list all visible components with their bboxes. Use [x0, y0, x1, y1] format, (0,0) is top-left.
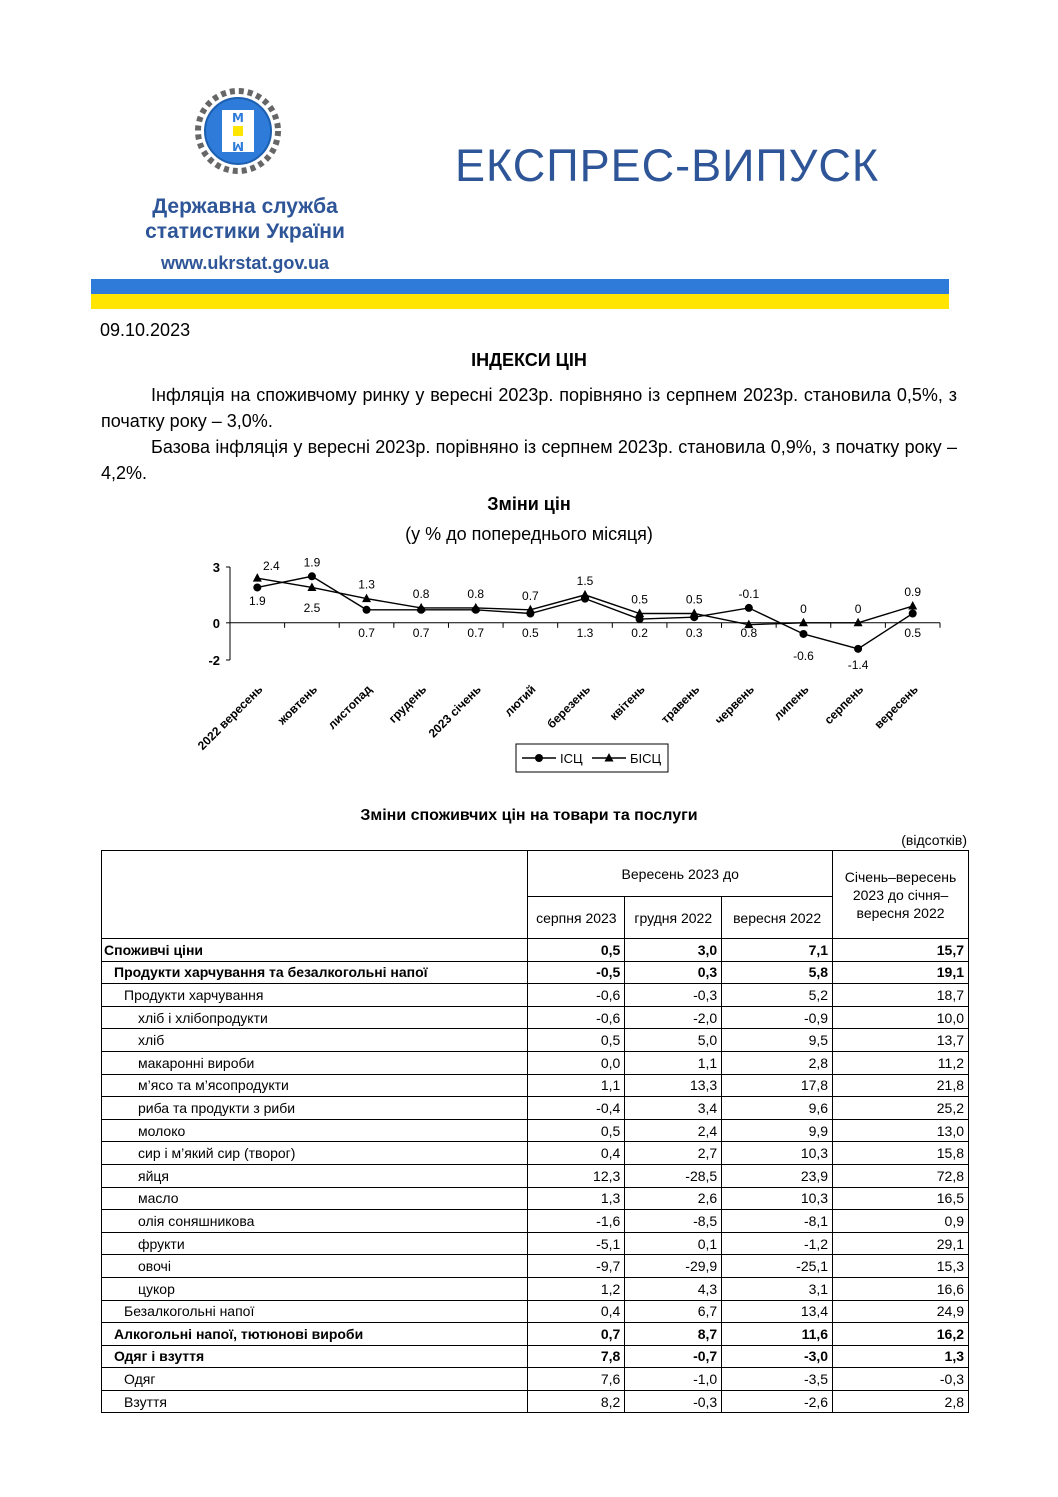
row-label: Споживчі ціни	[102, 939, 528, 962]
row-value: 5,2	[722, 984, 833, 1007]
row-value: -0,4	[528, 1097, 625, 1120]
row-value: 0,4	[528, 1300, 625, 1323]
legend-marker-isc	[535, 754, 543, 762]
logo-letter-top: М	[232, 111, 244, 125]
row-value: 13,3	[625, 1074, 722, 1097]
row-label: хліб	[102, 1029, 528, 1052]
x-tick-label: червень	[712, 682, 757, 728]
isc-data-label: 2.5	[303, 601, 321, 615]
table-header-col-3: вересня 2022	[722, 897, 833, 939]
row-value: 19,1	[833, 961, 969, 984]
row-value: -0,3	[625, 984, 722, 1007]
bisc-data-label: 0.7	[522, 588, 539, 603]
row-value: 4,3	[625, 1277, 722, 1300]
x-tick-label: вересень	[871, 682, 921, 732]
isc-data-label: 0.7	[467, 626, 485, 640]
row-value: -3,0	[722, 1345, 833, 1368]
row-value: -0,6	[528, 984, 625, 1007]
row-value: 1,3	[833, 1345, 969, 1368]
row-label: фрукти	[102, 1232, 528, 1255]
row-value: 3,0	[625, 939, 722, 962]
x-tick-label: листопад	[324, 682, 375, 732]
table-row	[102, 1006, 969, 1029]
row-value: 2,8	[722, 1051, 833, 1074]
row-value: -0,3	[625, 1390, 722, 1413]
table-row	[102, 1187, 969, 1210]
chart-labels	[195, 555, 921, 752]
table-row	[102, 1390, 969, 1413]
bisc-data-label: 2.4	[262, 559, 280, 573]
row-value: -0,6	[528, 1006, 625, 1029]
x-tick-label: жовтень	[274, 682, 321, 728]
bisc-data-label: 1.3	[358, 577, 375, 592]
row-value: 15,7	[833, 939, 969, 962]
row-value: 72,8	[833, 1164, 969, 1187]
row-label: Безалкогольні напої	[102, 1300, 528, 1323]
row-value: 0,1	[625, 1232, 722, 1255]
table-row	[102, 939, 969, 962]
isc-point	[745, 604, 753, 612]
isc-point	[253, 583, 261, 591]
section-title: ІНДЕКСИ ЦІН	[471, 350, 587, 370]
row-value: 11,6	[722, 1323, 833, 1346]
row-label: Продукти харчування	[102, 984, 528, 1007]
row-value: -28,5	[625, 1164, 722, 1187]
x-tick-label: 2022 вересень	[194, 682, 266, 753]
ukrstat-logo	[195, 88, 281, 174]
table-row	[102, 961, 969, 984]
table-body	[102, 939, 969, 1413]
flag-stripe-yellow	[91, 294, 949, 309]
x-tick-label: 2023 січень	[425, 682, 484, 741]
chart-subtitle: (у % до попереднього місяця)	[405, 524, 653, 544]
x-tick-label: травень	[658, 682, 703, 727]
row-value: 12,3	[528, 1164, 625, 1187]
isc-data-label: 0.5	[904, 626, 922, 640]
bisc-data-label: 0.9	[904, 585, 922, 600]
org-name	[110, 194, 380, 244]
row-value: 2,4	[625, 1119, 722, 1142]
row-value: 18,7	[833, 984, 969, 1007]
row-label: молоко	[102, 1119, 528, 1142]
table-header-col-1: серпня 2023	[528, 897, 625, 939]
row-value: 1,2	[528, 1277, 625, 1300]
table-row	[102, 1051, 969, 1074]
row-value: -9,7	[528, 1255, 625, 1278]
row-label: цукор	[102, 1277, 528, 1300]
x-tick-label: квітень	[606, 682, 648, 724]
isc-data-label: 0.7	[412, 626, 430, 640]
row-label: масло	[102, 1187, 528, 1210]
row-value: 15,8	[833, 1142, 969, 1165]
row-label: Взуття	[102, 1390, 528, 1413]
row-value: 8,2	[528, 1390, 625, 1413]
row-value: -1,6	[528, 1210, 625, 1233]
bisc-data-label: 0.5	[631, 592, 648, 607]
chart-legend	[516, 744, 668, 772]
row-value: -0,7	[625, 1345, 722, 1368]
table-row	[102, 1277, 969, 1300]
row-value: 13,0	[833, 1119, 969, 1142]
row-value: -8,1	[722, 1210, 833, 1233]
table-row	[102, 1164, 969, 1187]
isc-data-label: 1.9	[248, 594, 266, 608]
row-value: 21,8	[833, 1074, 969, 1097]
x-tick-label: серпень	[821, 682, 867, 727]
bisc-point	[799, 618, 808, 627]
y-tick-label: 3	[212, 560, 220, 575]
row-value: 10,0	[833, 1006, 969, 1029]
bisc-data-label: -0.1	[738, 586, 760, 601]
isc-data-label: -0.6	[793, 649, 814, 663]
bisc-data-label: 0.8	[412, 586, 430, 601]
row-value: 13,4	[722, 1300, 833, 1323]
table-row	[102, 1074, 969, 1097]
table-row	[102, 1255, 969, 1278]
row-value: 10,3	[722, 1142, 833, 1165]
row-value: 2,6	[625, 1187, 722, 1210]
row-value: 0,9	[833, 1210, 969, 1233]
row-value: 7,1	[722, 939, 833, 962]
row-value: -3,5	[722, 1368, 833, 1391]
isc-data-label: 0.3	[685, 626, 703, 640]
core-inflation-paragraph: Базова інфляція у вересні 2023р. порівняно із серпнем 2023р. становила 0,9%, з початку року – 4,2%.	[101, 437, 957, 483]
row-value: 11,2	[833, 1051, 969, 1074]
bisc-point	[908, 601, 917, 610]
bisc-point	[471, 603, 480, 612]
isc-data-label: 0.2	[631, 626, 648, 640]
isc-data-label: 0.7	[358, 626, 375, 640]
row-value: 1,1	[625, 1051, 722, 1074]
row-value: 25,2	[833, 1097, 969, 1120]
bisc-point	[253, 573, 262, 582]
row-label: сир і м’який сир (творог)	[102, 1142, 528, 1165]
org-name-line2: статистики України	[145, 220, 345, 243]
release-date: 09.10.2023	[100, 320, 191, 340]
row-value: 10,3	[722, 1187, 833, 1210]
unit-note: (відсотків)	[901, 832, 967, 848]
row-label: м’ясо та м’ясопродукти	[102, 1074, 528, 1097]
x-tick-label: грудень	[385, 682, 430, 726]
row-value: 15,3	[833, 1255, 969, 1278]
isc-point	[308, 572, 316, 580]
row-value: 13,7	[833, 1029, 969, 1052]
legend-label-isc: ІСЦ	[560, 751, 583, 766]
table-header-blank	[102, 851, 528, 939]
table-row	[102, 1210, 969, 1233]
inflation-paragraph: Інфляція на споживчому ринку у вересні 2023р. порівняно із серпнем 2023р. становила 0,5%, з початку року – 3,0%.	[101, 385, 957, 431]
row-value: -2,6	[722, 1390, 833, 1413]
table-title: Зміни споживчих цін на товари та послуги	[360, 807, 698, 824]
row-value: 1,3	[528, 1187, 625, 1210]
table-row	[102, 1029, 969, 1052]
row-value: 3,1	[722, 1277, 833, 1300]
row-value: 16,6	[833, 1277, 969, 1300]
publication-title: ЕКСПРЕС-ВИПУСК	[455, 140, 880, 191]
row-label: Одяг і взуття	[102, 1345, 528, 1368]
row-value: 0,5	[528, 1029, 625, 1052]
row-label: Алкогольні напої, тютюнові вироби	[102, 1323, 528, 1346]
row-value: -0,5	[528, 961, 625, 984]
table-row	[102, 1119, 969, 1142]
row-value: 0,5	[528, 939, 625, 962]
price-table	[101, 850, 969, 1413]
x-tick-label: березень	[544, 682, 594, 732]
table-row	[102, 984, 969, 1007]
flag-stripe-blue	[91, 279, 949, 294]
y-tick-label: 0	[212, 615, 220, 631]
x-tick-label: лютий	[501, 682, 539, 720]
legend-label-bisc: БІСЦ	[630, 751, 662, 766]
y-tick-label: -2	[208, 653, 220, 668]
row-value: 16,2	[833, 1323, 969, 1346]
row-value: 6,7	[625, 1300, 722, 1323]
row-value: 2,7	[625, 1142, 722, 1165]
isc-data-label: -1.4	[847, 657, 869, 672]
table-row	[102, 1300, 969, 1323]
row-label: хліб і хлібопродукти	[102, 1006, 528, 1029]
row-value: -1,2	[722, 1232, 833, 1255]
row-value: 2,8	[833, 1390, 969, 1413]
row-value: 7,6	[528, 1368, 625, 1391]
table-header-ytd: Січень–вересень 2023 до січня–вересня 2022	[833, 851, 969, 939]
row-label: Продукти харчування та безалкогольні напої	[102, 961, 528, 984]
row-value: -1,0	[625, 1368, 722, 1391]
table-row	[102, 1232, 969, 1255]
row-value: 9,9	[722, 1119, 833, 1142]
row-label: риба та продукти з риби	[102, 1097, 528, 1120]
bisc-point	[581, 590, 590, 599]
row-value: 24,9	[833, 1300, 969, 1323]
row-value: 9,5	[722, 1029, 833, 1052]
row-value: 8,7	[625, 1323, 722, 1346]
row-value: -0,3	[833, 1368, 969, 1391]
row-value: -25,1	[722, 1255, 833, 1278]
row-value: 0,5	[528, 1119, 625, 1142]
row-value: 23,9	[722, 1164, 833, 1187]
isc-point	[799, 630, 807, 638]
table-row	[102, 1097, 969, 1120]
row-value: -8,5	[625, 1210, 722, 1233]
row-value: 3,4	[625, 1097, 722, 1120]
row-value: -5,1	[528, 1232, 625, 1255]
isc-data-label: 0.5	[522, 626, 539, 640]
logo-letter-bottom: М	[232, 139, 244, 153]
website-link[interactable]: www.ukrstat.gov.ua	[160, 253, 330, 273]
row-value: -2,0	[625, 1006, 722, 1029]
table-header-group: Вересень 2023 до	[528, 851, 833, 897]
row-value: 0,3	[625, 961, 722, 984]
isc-point	[854, 645, 862, 653]
bisc-data-label: 1.5	[576, 573, 594, 588]
row-value: 0,7	[528, 1323, 625, 1346]
row-label: Одяг	[102, 1368, 528, 1391]
bisc-data-label: 0	[800, 601, 807, 616]
table-row	[102, 1345, 969, 1368]
bisc-data-label: 0.8	[467, 586, 485, 601]
row-value: 9,6	[722, 1097, 833, 1120]
bisc-point	[690, 609, 699, 618]
row-value: 17,8	[722, 1074, 833, 1097]
bisc-data-label: 1.9	[303, 555, 321, 570]
row-label: макаронні вироби	[102, 1051, 528, 1074]
row-value: 7,8	[528, 1345, 625, 1368]
row-value: -29,9	[625, 1255, 722, 1278]
row-value: -0,9	[722, 1006, 833, 1029]
row-value: 16,5	[833, 1187, 969, 1210]
bisc-data-label: 0	[854, 601, 862, 616]
isc-data-label: 1.3	[576, 626, 594, 640]
row-value: 0,4	[528, 1142, 625, 1165]
table-row	[102, 1142, 969, 1165]
row-value: 0,0	[528, 1051, 625, 1074]
table-row	[102, 1323, 969, 1346]
isc-point	[909, 610, 917, 618]
org-name-line1: Державна служба	[152, 195, 338, 218]
row-value: 5,0	[625, 1029, 722, 1052]
x-tick-label: липень	[770, 682, 812, 723]
table-row	[102, 1368, 969, 1391]
row-value: 29,1	[833, 1232, 969, 1255]
row-label: яйця	[102, 1164, 528, 1187]
price-change-chart	[0, 550, 1058, 790]
table-header-col-2: грудня 2022	[625, 897, 722, 939]
chart-title: Зміни цін	[487, 494, 571, 514]
row-label: олія соняшникова	[102, 1210, 528, 1233]
isc-point	[363, 606, 371, 614]
row-value: 1,1	[528, 1074, 625, 1097]
bisc-data-label: 0.5	[685, 592, 703, 607]
isc-data-label: 0.8	[740, 626, 758, 640]
row-value: 5,8	[722, 961, 833, 984]
row-label: овочі	[102, 1255, 528, 1278]
